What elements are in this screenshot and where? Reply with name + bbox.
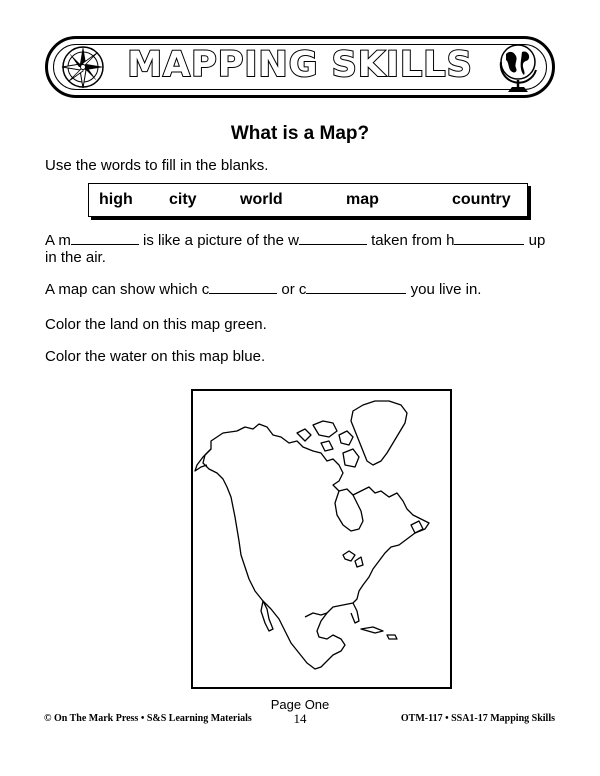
sentence-text: A map can show which c [45,281,210,298]
sentence-text: you live in. [406,281,482,298]
word-bank-box [88,183,528,217]
answer-blank[interactable] [71,244,139,245]
florida [351,603,359,623]
page-label: Page One [270,697,330,712]
greenland [351,401,407,465]
arctic-island [297,429,311,441]
instruction-color-land: Color the land on this map green. [45,316,267,333]
sentence-text: is like a picture of the w [138,232,299,249]
arctic-island [313,421,337,437]
map-frame [191,389,452,689]
arctic-island [321,441,333,451]
fill-in-sentence-2 [45,281,481,298]
answer-blank[interactable] [209,293,277,294]
sentence-text: up [524,232,546,249]
footer-copyright: © On The Mark Press • S&S Learning Materials [44,713,252,724]
arctic-island [339,431,353,445]
answer-blank[interactable] [454,244,524,245]
page-number: 14 [293,711,307,726]
fill-in-sentence-1-line-2: in the air. [45,249,106,266]
sentence-text: taken from h [366,232,455,249]
instructions-text: Use the words to fill in the blanks. [45,157,269,174]
banner-title: MAPPING SKILLS [127,45,473,85]
globe-icon [496,40,542,96]
word-bank-word: world [240,191,283,208]
word-bank-word: country [452,191,511,208]
compass-rose-icon [60,44,106,90]
word-bank-word: city [169,191,197,208]
answer-blank[interactable] [299,244,367,245]
caribbean-island [387,635,397,639]
great-lakes [343,551,363,567]
footer-product-code: OTM-117 • SSA1-17 Mapping Skills [400,713,555,724]
word-bank-word: map [346,191,379,208]
worksheet-heading: What is a Map? [230,123,370,144]
hudson-bay [335,491,363,531]
fill-in-sentence-1 [45,232,545,249]
word-bank-word: high [99,191,133,208]
instruction-color-water: Color the water on this map blue. [45,348,266,365]
sentence-text: or c [277,281,307,298]
title-banner [45,36,555,98]
mainland-outline [203,424,429,669]
north-america-outline-map [193,391,450,687]
sentence-text: A m [45,232,71,249]
answer-blank[interactable] [306,293,406,294]
arctic-island [343,449,359,467]
caribbean-island [361,627,383,633]
